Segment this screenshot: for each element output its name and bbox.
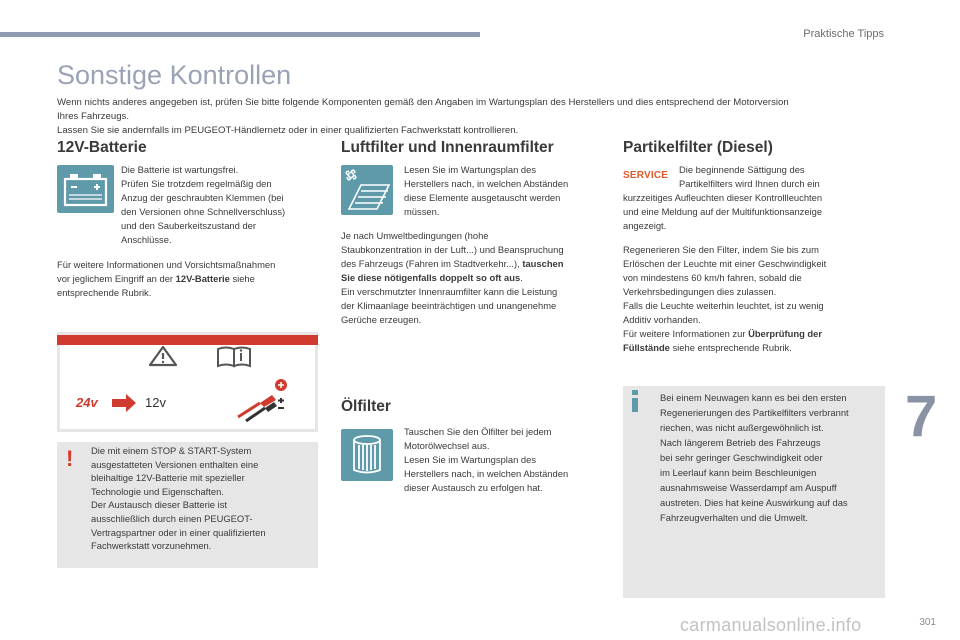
text-line: angezeigt. (623, 220, 667, 231)
text-bold: tauschen (522, 258, 564, 269)
airfilter-heading: Luftfilter und Innenraumfilter (341, 139, 554, 156)
text-line: Die beginnende Sättigung des (679, 164, 805, 175)
text-part: siehe (229, 273, 255, 284)
particle-text-top (679, 163, 879, 191)
text-line: Die mit einem STOP & START-System (91, 445, 252, 456)
text-bold: 12V-Batterie (175, 273, 230, 284)
text-line: müssen. (404, 206, 440, 217)
page-title: Sonstige Kontrollen (57, 60, 292, 90)
text-line: Technologie und Eigenschaften. (91, 485, 224, 497)
airfilter-paragraph (341, 229, 606, 327)
text-part: vor jeglichem Eingriff an der (57, 273, 176, 284)
battery-text (121, 163, 321, 247)
text-line: riechen, was nicht außergewöhnlich ist. (660, 422, 824, 433)
text-line: von mindestens 60 km/h fahren, sobald die (623, 272, 802, 283)
text-line: Staubkonzentration in der Luft...) und Beanspruchung (341, 244, 564, 255)
arrow-icon (112, 394, 136, 412)
battery-illustration (57, 332, 318, 432)
text-line (341, 257, 606, 271)
text-line: den Versionen ohne Schnellverschluss) (121, 206, 286, 217)
text-line: ausgestatteten Versionen enthalten eine (91, 458, 259, 470)
text-line: Regenerierungen des Partikelfilters verbrannt (660, 407, 849, 418)
text-line: Je nach Umweltbedingungen (hohe (341, 230, 489, 241)
intro-line: Ihres Fahrzeugs. (57, 111, 129, 122)
text-line: Herstellers nach, in welchen Abständen (404, 468, 569, 479)
oil-filter-icon (341, 429, 393, 481)
text-line (57, 272, 322, 286)
text-line: Anschlüsse. (121, 234, 172, 245)
warning-triangle-icon (150, 347, 176, 365)
text-line (623, 327, 888, 341)
manual-book-icon (218, 348, 250, 367)
text-line: Tauschen Sie den Ölfilter bei jedem (404, 426, 552, 437)
exclamation-icon: ! (66, 446, 74, 471)
text-line: Lesen Sie im Wartungsplan des (404, 454, 537, 465)
text-line: Anzug der geschraubten Klemmen (bei (121, 192, 284, 203)
text-line: Lesen Sie im Wartungsplan des (404, 164, 537, 175)
battery-icon (57, 165, 114, 213)
text-line: der Klimaanlage beeinträchtigen und unangenehme (341, 300, 557, 311)
text-line: Der Austausch dieser Batterie ist (91, 499, 228, 511)
text-line: Bei einem Neuwagen kann es bei den ersten (660, 392, 847, 403)
service-warning-icon: SERVICE (623, 170, 669, 181)
particle-heading: Partikelfilter (Diesel) (623, 139, 773, 156)
text-line: Nach längerem Betrieb des Fahrzeugs (660, 437, 821, 448)
battery-more-info (57, 258, 322, 300)
air-filter-icon (341, 165, 393, 215)
text-line: entsprechende Rubrik. (57, 287, 152, 298)
watermark: carmanualsonline.info (680, 615, 862, 635)
battery-heading: 12V-Batterie (57, 139, 147, 156)
text-line: ausnahmsweise Wasserdampf am Auspuff (660, 482, 837, 493)
text-line: dieser Austausch zu erfolgen hat. (404, 482, 543, 493)
text-line: Regenerieren Sie den Filter, indem Sie bis zum (623, 244, 819, 255)
text-line: Additiv vorhanden. (623, 314, 701, 325)
warning-text (91, 444, 311, 553)
jumper-cable-icon (238, 379, 287, 421)
illustration-panel (60, 345, 315, 429)
text-line: diese Elemente ausgetauscht werden (404, 192, 561, 203)
text-line: Ein verschmutzter Innenraumfilter kann die Leistung (341, 286, 558, 297)
text-line: Gerüche erzeugen. (341, 314, 422, 325)
text-line: Für weitere Informationen und Vorsichtsmaßnahmen (57, 259, 276, 270)
label-12v: 12v (145, 395, 166, 410)
text-line: im Leerlauf kann beim Beschleunigen (660, 467, 817, 478)
info-text (660, 390, 885, 525)
text-line (341, 271, 606, 285)
text-line: Prüfen Sie trotzdem regelmäßig den (121, 178, 272, 189)
chapter-number: 7 (905, 384, 938, 449)
text-part: siehe entsprechende Rubrik. (669, 342, 792, 353)
text-line: Falls die Leuchte weiterhin leuchtet, ist zu wenig (623, 300, 824, 311)
text-line: Erlöschen der Leuchte mit einer Geschwindigkeit (623, 258, 827, 269)
oilfilter-heading: Ölfilter (341, 398, 391, 415)
text-line: Verkehrsbedingungen dies zulassen. (623, 286, 777, 297)
airfilter-text (404, 163, 604, 219)
intro-line: Lassen Sie sie andernfalls im PEUGEOT-Händlernetz oder in einer qualifizierten Fachwerkstatt kontrollieren. (57, 125, 519, 136)
text-bold: Sie diese nötigenfalls doppelt so oft aus (341, 272, 521, 283)
intro-paragraph (57, 96, 897, 138)
text-part: . (520, 272, 523, 283)
text-line: kurzzeitiges Aufleuchten dieser Kontrollleuchten (623, 192, 823, 203)
text-bold: Überprüfung der (748, 328, 823, 339)
text-line (623, 341, 888, 355)
text-line: bleihaltige 12V-Batterie mit spezieller (91, 472, 245, 484)
text-part: Für weitere Informationen zur (623, 328, 749, 339)
text-line: und den Sauberkeitszustand der (121, 220, 256, 231)
text-line: Die Batterie ist wartungsfrei. (121, 164, 239, 175)
text-bold: Füllstände (623, 342, 670, 353)
text-line: Partikelfilters wird Ihnen durch ein (679, 178, 820, 189)
text-line: Herstellers nach, in welchen Abständen (404, 178, 569, 189)
label-24v: 24v (76, 395, 98, 410)
text-line: ausschließlich durch einen PEUGEOT- (91, 512, 253, 524)
particle-regeneration-text (623, 243, 888, 355)
text-line: austreten. Dies hat keine Auswirkung auf das (660, 497, 848, 508)
text-line: Vertragspartner oder in einer qualifizierten (91, 526, 266, 538)
text-line: bei sehr geringer Geschwindigkeit oder (660, 452, 823, 463)
illustration-red-bar (57, 335, 318, 345)
section-label: Praktische Tipps (803, 28, 884, 40)
text-line: Fahrzeugverhalten und die Umwelt. (660, 512, 808, 523)
top-accent-bar (0, 32, 480, 37)
particle-text-continued (623, 191, 888, 233)
text-line: und eine Meldung auf der Multifunktionsanzeige (623, 206, 823, 217)
oilfilter-text (404, 425, 614, 495)
intro-line: Wenn nichts anderes angegeben ist, prüfen Sie bitte folgende Komponenten gemäß den Angaben im Wartungsplan des Herstellers und dies entsprechend der Motorversion (57, 97, 789, 108)
info-icon (631, 390, 639, 412)
text-part: des Fahrzeugs (Fahren im Stadtverkehr...), (341, 258, 523, 269)
page-number: 301 (919, 617, 936, 628)
text-line: Motorölwechsel aus. (404, 440, 490, 451)
text-line: Fachwerkstatt vorzunehmen. (91, 540, 212, 552)
